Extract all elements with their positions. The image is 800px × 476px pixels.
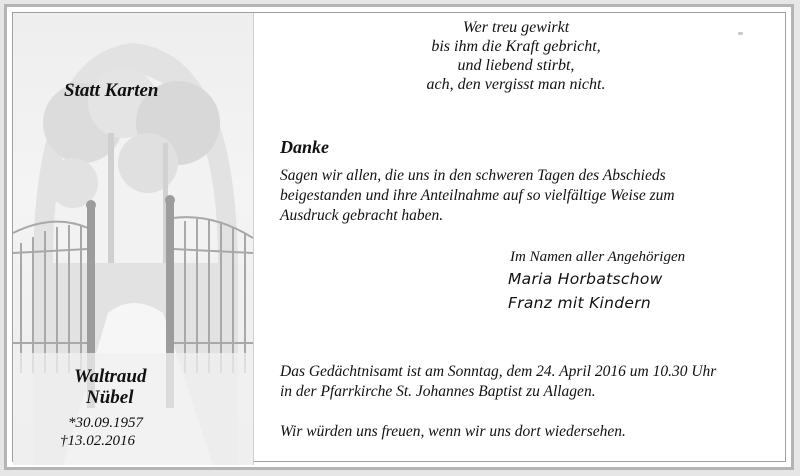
poem-line: ach, den vergisst man nicht. bbox=[426, 76, 606, 93]
thanks-line: Sagen wir allen, die uns in den schweren Tagen des Abschieds bbox=[280, 167, 666, 184]
poem-line: Wer treu gewirkt bbox=[462, 19, 570, 36]
thanks-title: Danke bbox=[280, 137, 329, 157]
statt-karten-heading: Statt Karten bbox=[64, 80, 159, 101]
thanks-line: Ausdruck gebracht haben. bbox=[280, 207, 444, 224]
memorial-service-paragraph bbox=[280, 362, 716, 402]
signature-lead: Im Namen aller Angehörigen bbox=[510, 249, 686, 265]
deceased-first-name: Waltraud bbox=[74, 366, 147, 387]
print-speck bbox=[738, 32, 743, 35]
thanks-line: beigestanden und ihre Anteilnahme auf so vielfältige Weise zum bbox=[280, 187, 675, 204]
death-date: †13.02.2016 bbox=[60, 433, 135, 449]
thanks-paragraph bbox=[280, 166, 675, 226]
poem-line: und liebend stirbt, bbox=[457, 57, 575, 74]
deceased-last-name: Nübel bbox=[86, 387, 134, 408]
poem-line: bis ihm die Kraft gebricht, bbox=[431, 38, 601, 55]
memorial-line: in der Pfarrkirche St. Johannes Baptist zu Allagen. bbox=[280, 383, 596, 400]
signature-name: Franz mit Kindern bbox=[508, 294, 652, 312]
signature-name: Maria Horbatschow bbox=[508, 270, 663, 288]
birth-date: *30.09.1957 bbox=[68, 415, 143, 431]
closing-line: Wir würden uns freuen, wenn wir uns dort wiedersehen. bbox=[280, 423, 626, 440]
memorial-poem bbox=[376, 18, 656, 94]
memorial-line: Das Gedächtnisamt ist am Sonntag, dem 24. April 2016 um 10.30 Uhr bbox=[280, 363, 717, 380]
panel-divider bbox=[253, 13, 254, 465]
